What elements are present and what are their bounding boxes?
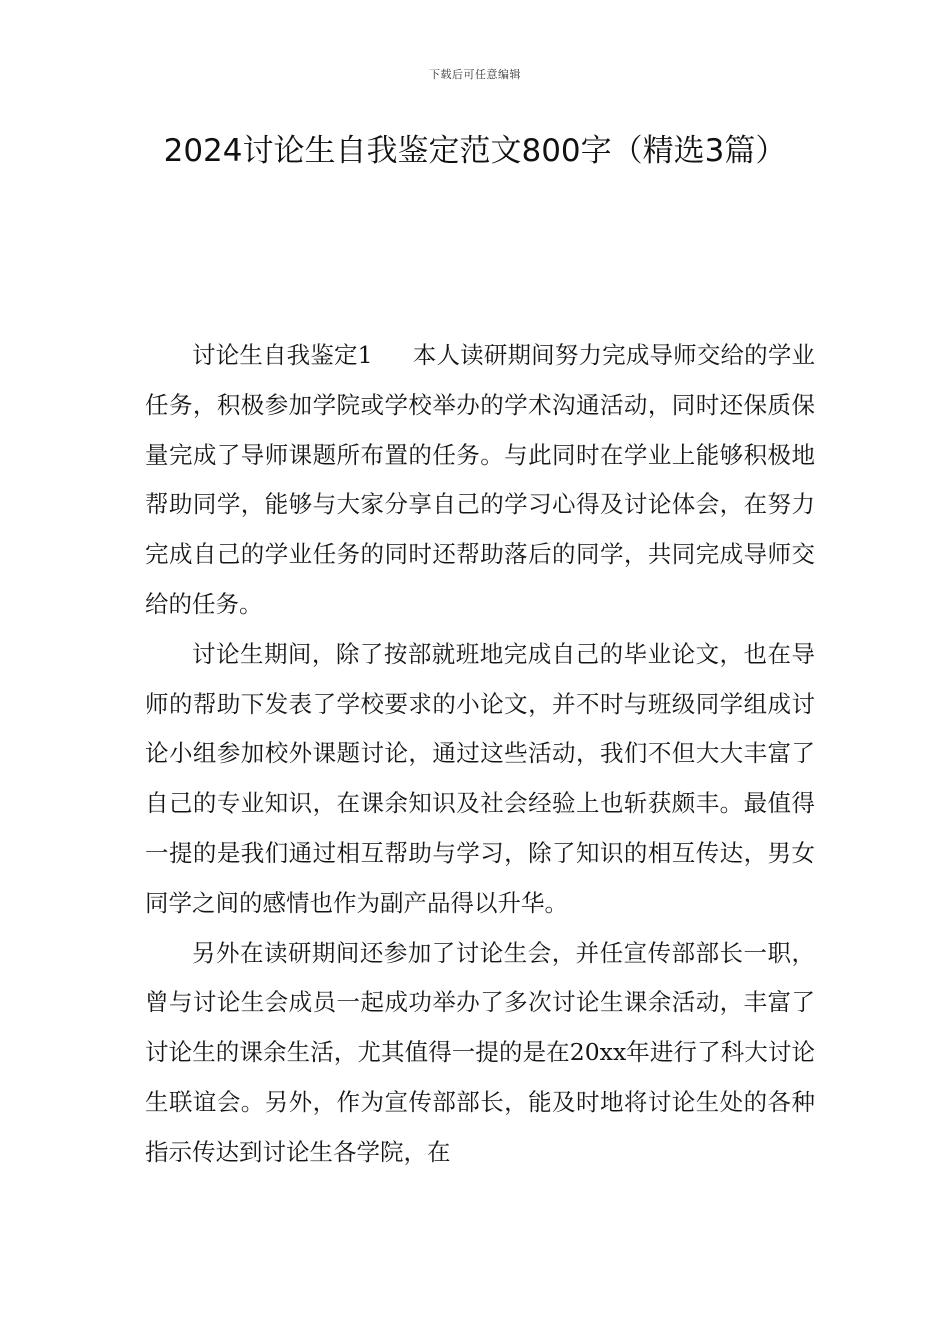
- paragraph-2: 讨论生期间，除了按部就班地完成自己的毕业论文，也在导师的帮助下发表了学校要求的小论文，并不时与班级同学组成讨论小组参加校外课题讨论，通过这些活动，我们不但大大丰富了自己的专业知识，在课余知识及社会经验上也斩获颇丰。最值得一提的是我们通过相互帮助与学习，除了知识的相互传达，男女同学之间的感情也作为副产品得以升华。: [145, 639, 815, 917]
- header-note: 下载后可任意编辑: [429, 68, 521, 81]
- paragraph-3: 另外在读研期间还参加了讨论生会，并任宣传部部长一职，曾与讨论生会成员一起成功举办了多次讨论生课余活动，丰富了讨论生的课余生活，尤其值得一提的是在20xx年进行了科大讨论生联谊会。另外，作为宣传部部长，能及时地将讨论生处的各种指示传达到讨论生各学院，在: [145, 938, 815, 1166]
- document-title: 2024讨论生自我鉴定范文800字（精选3篇）: [163, 133, 787, 169]
- paragraph-1: [145, 331, 815, 630]
- document-body: [145, 331, 815, 1178]
- paragraph-1-text: 本人读研期间努力完成导师交给的学业任务，积极参加学院或学校举办的学术沟通活动，同时还保质保量完成了导师课题所布置的任务。与此同时在学业上能够积极地帮助同学，能够与大家分享自己的学习心得及讨论体会，在努力完成自己的学业任务的同时还帮助落后的同学，共同完成导师交给的任务。: [145, 341, 816, 618]
- section-heading: 讨论生自我鉴定1: [192, 341, 373, 369]
